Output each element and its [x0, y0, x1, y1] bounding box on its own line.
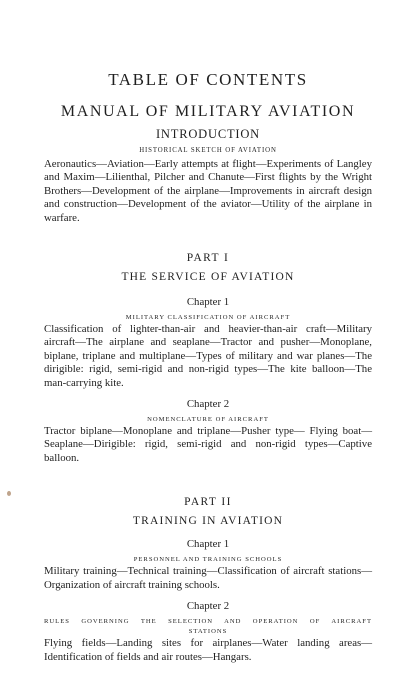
chapter-text: Flying fields—Landing sites for airplanes—Water landing areas—Identification of fields and air routes—Hangars. — [44, 637, 372, 663]
introduction-title: INTRODUCTION — [155, 127, 261, 141]
ink-blot — [7, 491, 11, 496]
part2-chapter2 — [44, 600, 372, 664]
chapter-subtitle: MILITARY CLASSIFICATION OF AIRCRAFT — [125, 314, 291, 322]
part2-label: PART II — [184, 496, 232, 509]
chapter-text: Classification of lighter-than-air and heavier-than-air craft—Military aircraft—The airplane and seaplane—Tractor and pusher—Monoplane, biplane, triplane and multiplane—Types of military and war planes—The dirigible: rigid, semi-rigid and non-rigid types—The kite balloon—The man-carrying kite. — [44, 323, 372, 389]
chapter-subtitle: PERSONNEL AND TRAINING SCHOOLS — [133, 556, 283, 564]
toc-page — [44, 70, 372, 664]
part2-chapter1 — [44, 538, 372, 592]
part1-label: PART I — [186, 252, 230, 265]
chapter-label: Chapter 2 — [186, 398, 230, 411]
chapter-subtitle: NOMENCLATURE OF AIRCRAFT — [147, 416, 269, 424]
part1-title: THE SERVICE OF AVIATION — [121, 271, 295, 284]
part2-section — [44, 495, 372, 664]
introduction-text: Aeronautics—Aviation—Early attempts at flight—Experiments of Langley and Maxim—Lilienthal, Pilcher and Chanute—First flights by the Wright Brothers—Development of the airplane—Improvements in aircraft design and construction—Development of the aviator—Utility of the airplane in warfare. — [44, 158, 372, 224]
chapter-text: Tractor biplane—Monoplane and triplane—Pusher type— Flying boat—Seaplane—Dirigible: rigid, semi-rigid and non-rigid types—Captive balloon. — [44, 425, 372, 464]
part1-chapter2 — [44, 398, 372, 465]
toc-title: TABLE OF CONTENTS — [108, 70, 308, 89]
manual-title: MANUAL OF MILITARY AVIATION — [60, 103, 356, 120]
chapter-subtitle-line1: RULES GOVERNING THE SELECTION AND OPERATION OF AIRCRAFT — [44, 618, 372, 626]
introduction-section — [44, 126, 372, 225]
chapter-subtitle-line2: STATIONS — [188, 628, 228, 636]
part1-chapter1 — [44, 296, 372, 390]
part1-section — [44, 251, 372, 465]
chapter-label: Chapter 1 — [186, 296, 230, 309]
chapter-text: Military training—Technical training—Classification of aircraft stations—Organization of aircraft training schools. — [44, 565, 372, 591]
chapter-label: Chapter 2 — [186, 600, 230, 613]
introduction-subtitle: HISTORICAL SKETCH OF AVIATION — [139, 147, 277, 154]
part2-title: TRAINING IN AVIATION — [132, 515, 284, 528]
chapter-label: Chapter 1 — [186, 538, 230, 551]
